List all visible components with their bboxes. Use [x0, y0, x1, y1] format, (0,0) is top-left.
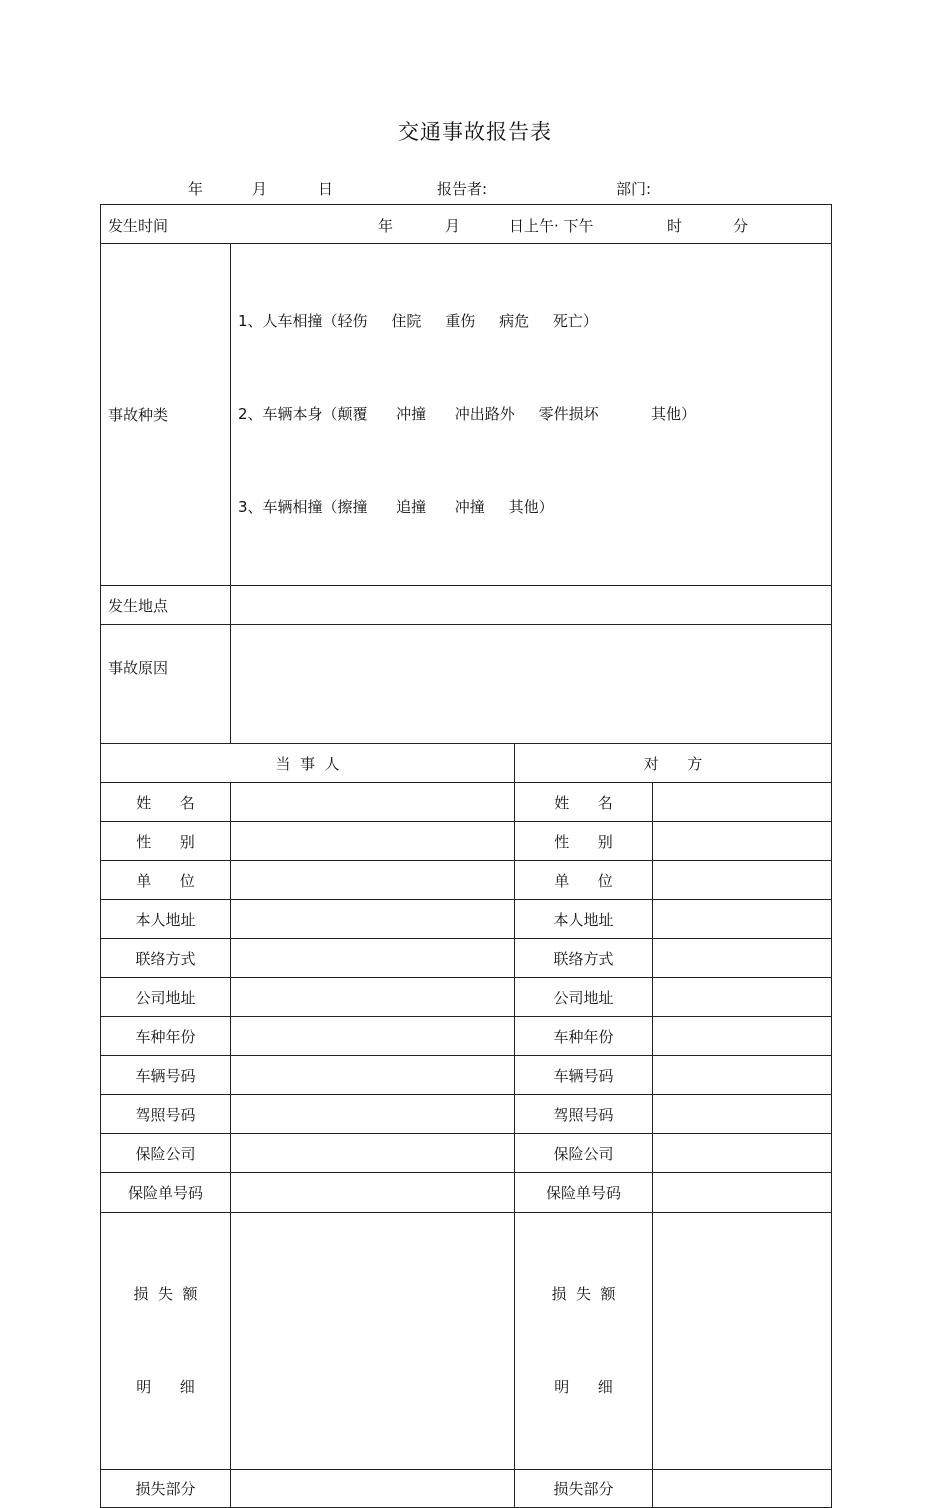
- license-number-field-right[interactable]: [653, 1095, 832, 1134]
- policy-number-field-left[interactable]: [231, 1173, 515, 1213]
- header-year: 年: [188, 180, 204, 198]
- time-row: [101, 205, 832, 244]
- loss-part-field-left[interactable]: [231, 1470, 515, 1508]
- vehicle-year-label-right: 车种年份: [515, 1017, 653, 1056]
- loss-detail-label-line-2: 明 细: [136, 1378, 195, 1396]
- cause-row: [101, 625, 832, 744]
- loss-detail-label-right-line-2: 明 细: [554, 1378, 613, 1396]
- plate-number-field-right[interactable]: [653, 1056, 832, 1095]
- time-hour-label: 时: [667, 217, 683, 235]
- time-year-label: 年: [378, 217, 394, 235]
- field-row-policy: [101, 1173, 832, 1213]
- loss-detail-label-right-line-1: 损 失 额: [551, 1285, 616, 1303]
- name-label-right: 姓 名: [515, 783, 653, 822]
- gender-field-left[interactable]: [231, 822, 515, 861]
- time-label: 发生时间: [108, 217, 169, 235]
- license-number-label: 驾照号码: [101, 1095, 231, 1134]
- unit-label-right: 单 位: [515, 861, 653, 900]
- company-address-label: 公司地址: [101, 978, 231, 1017]
- loss-part-label-right: 损失部分: [515, 1470, 653, 1508]
- accident-report-table: [100, 204, 832, 1508]
- form-title: 交通事故报告表: [398, 120, 552, 144]
- accident-type-options[interactable]: [231, 244, 832, 586]
- unit-label: 单 位: [101, 861, 231, 900]
- accident-type-line-3: 3、车辆相撞（擦撞 追撞 冲撞 其他）: [238, 498, 554, 516]
- accident-type-label: 事故种类: [101, 244, 231, 586]
- cause-label: 事故原因: [101, 625, 231, 744]
- name-label: 姓 名: [101, 783, 231, 822]
- location-row: [101, 586, 832, 625]
- loss-part-row: [101, 1470, 832, 1508]
- location-label: 发生地点: [101, 586, 231, 625]
- address-field-right[interactable]: [653, 900, 832, 939]
- license-number-label-right: 驾照号码: [515, 1095, 653, 1134]
- time-day-ampm-label: 日上午· 下午: [509, 217, 594, 235]
- plate-number-label: 车辆号码: [101, 1056, 231, 1095]
- gender-label-right: 性 别: [515, 822, 653, 861]
- policy-number-field-right[interactable]: [653, 1173, 832, 1213]
- insurer-label-right: 保险公司: [515, 1134, 653, 1173]
- contact-label: 联络方式: [101, 939, 231, 978]
- loss-detail-label-line-1: 损 失 额: [133, 1285, 198, 1303]
- loss-detail-row: [101, 1213, 832, 1470]
- plate-number-field-left[interactable]: [231, 1056, 515, 1095]
- field-row-address: [101, 900, 832, 939]
- contact-field-right[interactable]: [653, 939, 832, 978]
- loss-part-label: 损失部分: [101, 1470, 231, 1508]
- contact-label-right: 联络方式: [515, 939, 653, 978]
- address-field-left[interactable]: [231, 900, 515, 939]
- header-month: 月: [252, 180, 268, 198]
- loss-detail-field-right[interactable]: [653, 1213, 832, 1470]
- field-row-insurer: [101, 1134, 832, 1173]
- loss-detail-field-left[interactable]: [231, 1213, 515, 1470]
- address-label: 本人地址: [101, 900, 231, 939]
- company-address-field-left[interactable]: [231, 978, 515, 1017]
- field-row-vehicle-year: [101, 1017, 832, 1056]
- party-header: 当 事 人: [101, 744, 515, 783]
- name-field-right[interactable]: [653, 783, 832, 822]
- reporter-label: 报告者:: [437, 180, 488, 198]
- contact-field-left[interactable]: [231, 939, 515, 978]
- accident-type-row: [101, 244, 832, 586]
- insurer-label: 保险公司: [101, 1134, 231, 1173]
- loss-part-field-right[interactable]: [653, 1470, 832, 1508]
- time-month-label: 月: [445, 217, 461, 235]
- loss-detail-label-right: [515, 1213, 653, 1470]
- insurer-field-left[interactable]: [231, 1134, 515, 1173]
- department-label: 部门:: [616, 180, 652, 198]
- policy-number-label: 保险单号码: [101, 1173, 231, 1213]
- field-row-gender: [101, 822, 832, 861]
- vehicle-year-label: 车种年份: [101, 1017, 231, 1056]
- name-field-left[interactable]: [231, 783, 515, 822]
- location-field[interactable]: [231, 586, 832, 625]
- vehicle-year-field-right[interactable]: [653, 1017, 832, 1056]
- insurer-field-right[interactable]: [653, 1134, 832, 1173]
- accident-type-line-1: 1、人车相撞（轻伤 住院 重伤 病危 死亡）: [238, 312, 598, 330]
- field-row-contact: [101, 939, 832, 978]
- party-header-row: [101, 744, 832, 783]
- license-number-field-left[interactable]: [231, 1095, 515, 1134]
- unit-field-left[interactable]: [231, 861, 515, 900]
- vehicle-year-field-left[interactable]: [231, 1017, 515, 1056]
- time-minute-label: 分: [733, 217, 749, 235]
- unit-field-right[interactable]: [653, 861, 832, 900]
- loss-detail-label: [101, 1213, 231, 1470]
- gender-field-right[interactable]: [653, 822, 832, 861]
- accident-type-line-2: 2、车辆本身（颠覆 冲撞 冲出路外 零件损坏 其他）: [238, 405, 697, 423]
- field-row-plate: [101, 1056, 832, 1095]
- plate-number-label-right: 车辆号码: [515, 1056, 653, 1095]
- field-row-company-address: [101, 978, 832, 1017]
- field-row-name: [101, 783, 832, 822]
- policy-number-label-right: 保险单号码: [515, 1173, 653, 1213]
- address-label-right: 本人地址: [515, 900, 653, 939]
- cause-field[interactable]: [231, 625, 832, 744]
- gender-label: 性 别: [101, 822, 231, 861]
- company-address-field-right[interactable]: [653, 978, 832, 1017]
- field-row-license: [101, 1095, 832, 1134]
- company-address-label-right: 公司地址: [515, 978, 653, 1017]
- header-day: 日: [318, 180, 334, 198]
- other-party-header: 对 方: [515, 744, 832, 783]
- field-row-unit: [101, 861, 832, 900]
